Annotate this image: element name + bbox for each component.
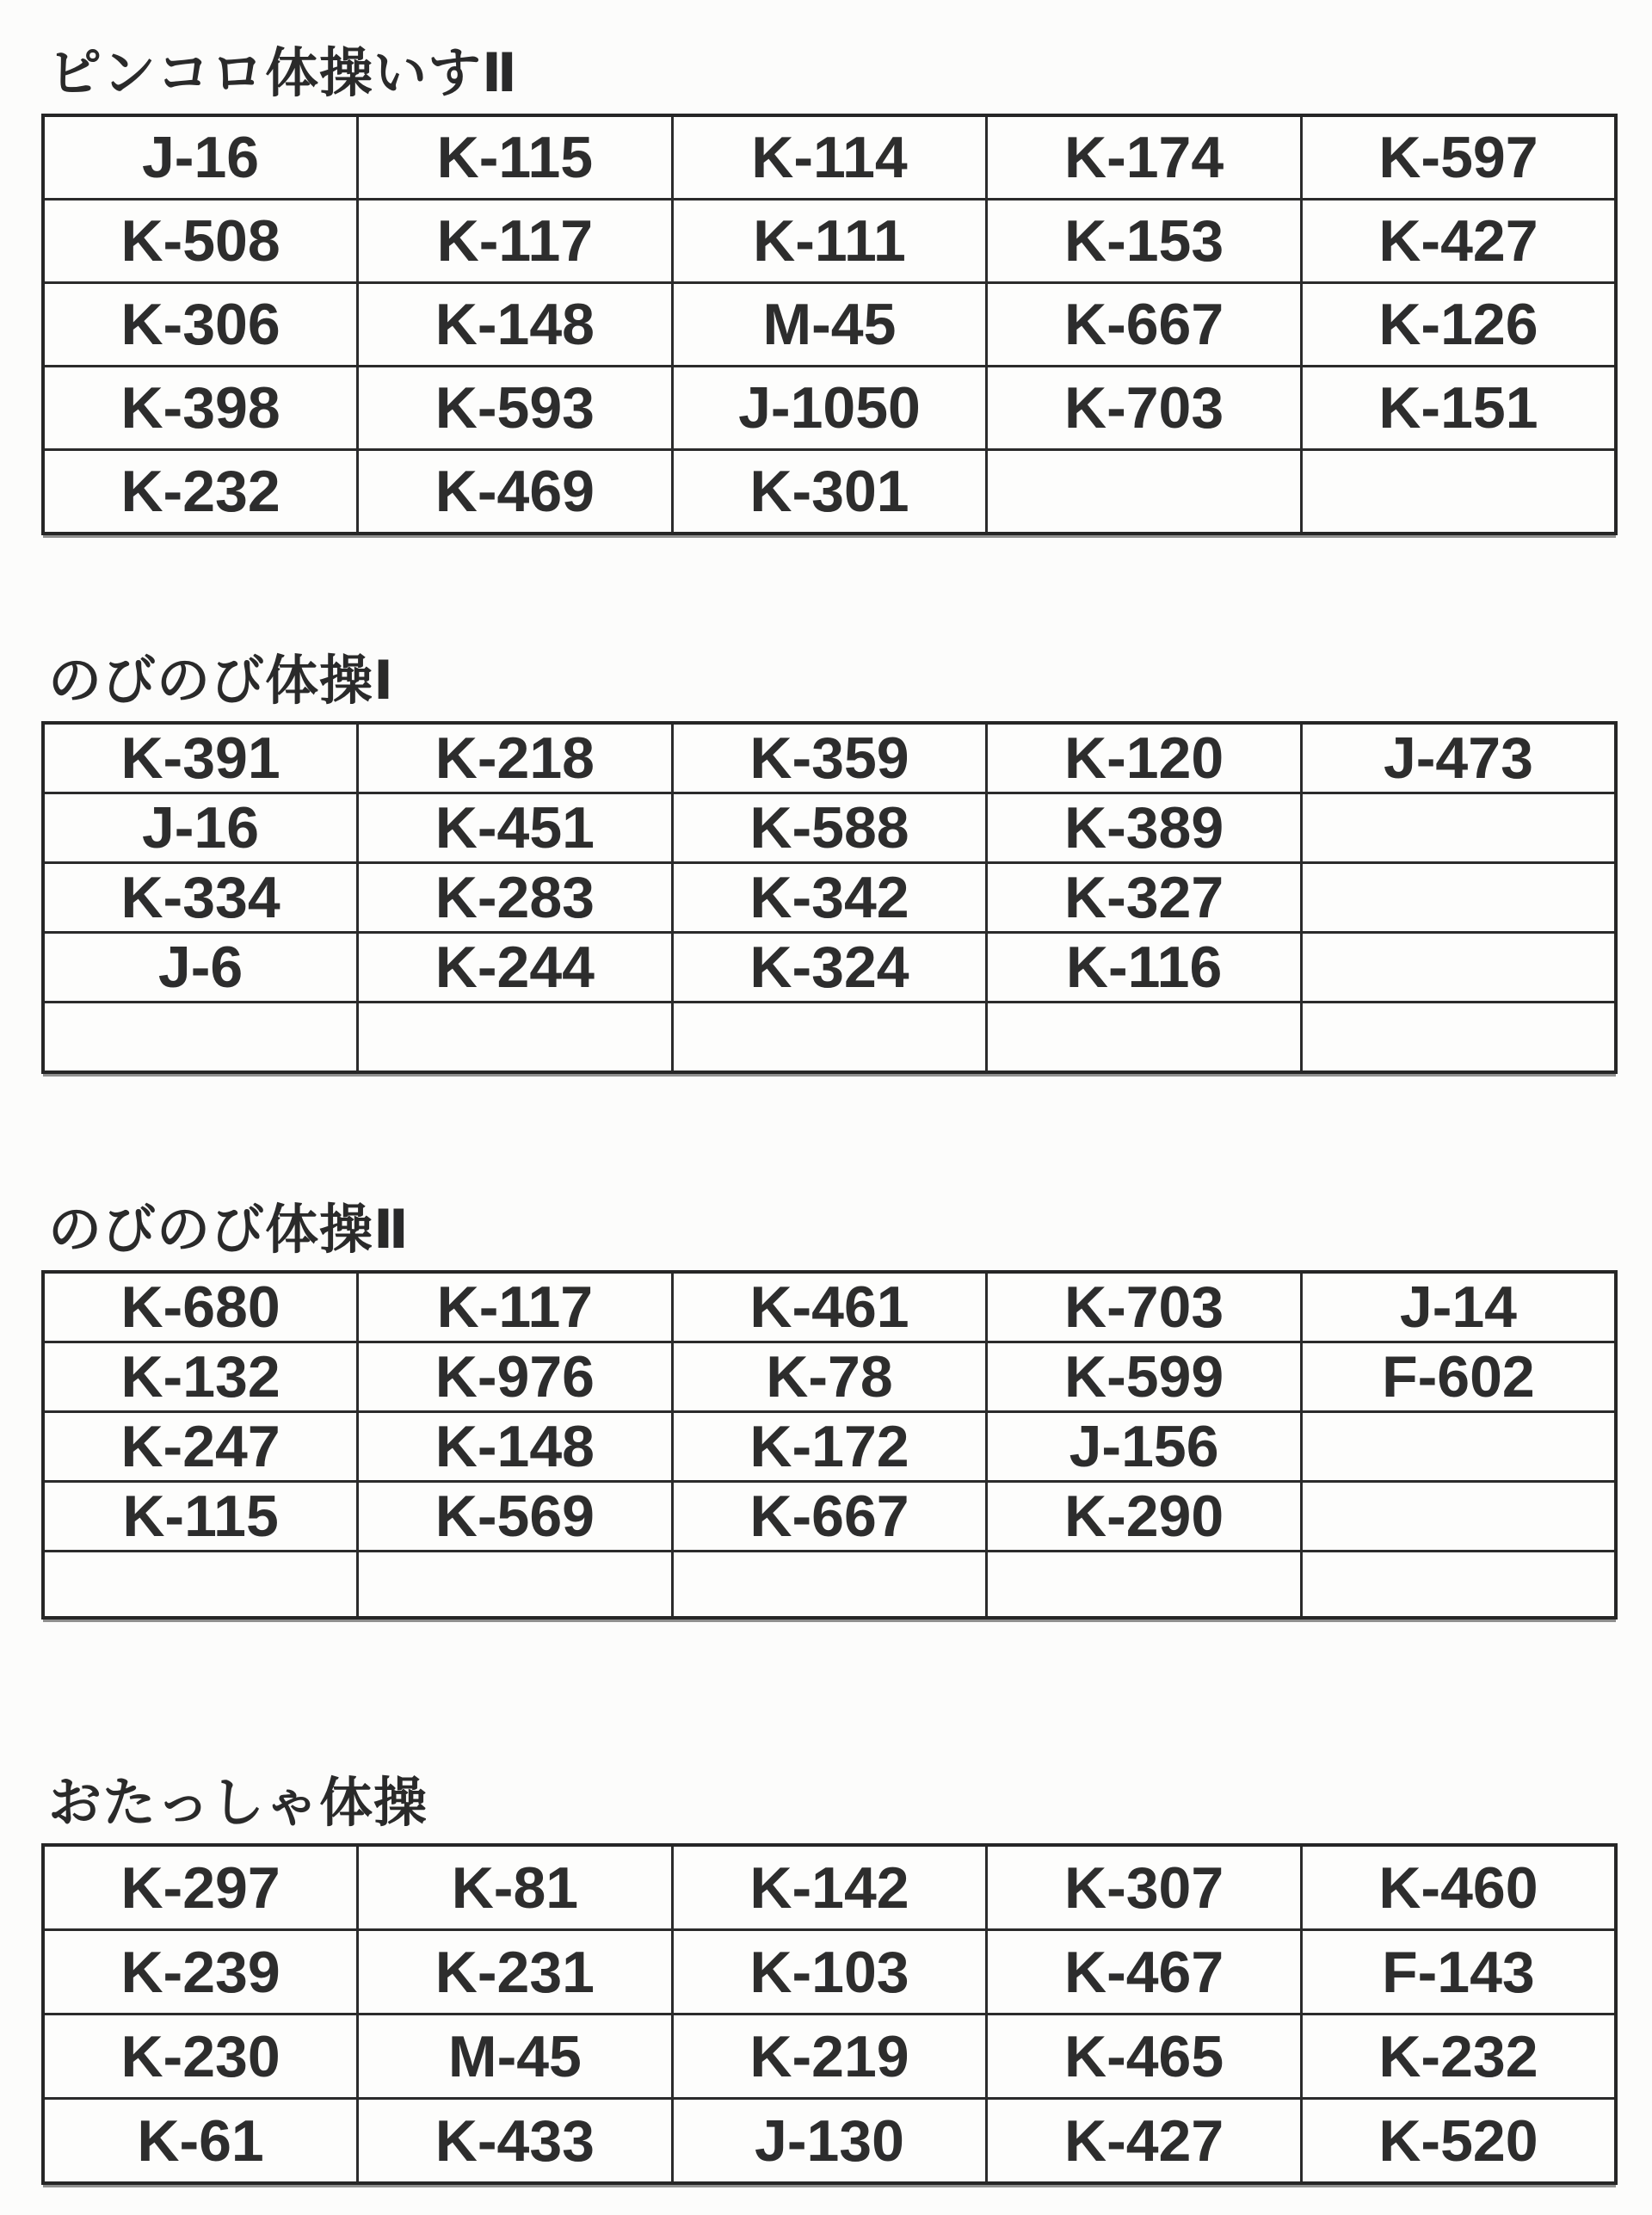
code-cell: J-473 <box>1301 723 1616 793</box>
code-cell: J-16 <box>43 115 358 200</box>
section-title: おたっしゃ体操 <box>48 1771 428 1834</box>
empty-cell <box>672 1003 987 1073</box>
table-row <box>43 450 1616 534</box>
code-cell: K-398 <box>43 367 358 450</box>
exercise-section <box>41 649 1618 1074</box>
code-cell: K-244 <box>358 933 673 1003</box>
empty-cell <box>987 1552 1302 1619</box>
exercise-section <box>41 1771 1618 2185</box>
code-cell: K-703 <box>987 1272 1302 1342</box>
code-cell: K-520 <box>1301 2099 1616 2184</box>
table-row <box>43 1003 1616 1073</box>
code-cell: M-45 <box>358 2014 673 2099</box>
table-row <box>43 1930 1616 2014</box>
code-table <box>41 721 1618 1074</box>
code-cell: K-461 <box>672 1272 987 1342</box>
code-cell: J-156 <box>987 1412 1302 1482</box>
code-cell: K-342 <box>672 863 987 933</box>
code-cell: K-115 <box>358 115 673 200</box>
code-cell: K-148 <box>358 1412 673 1482</box>
table-row <box>43 793 1616 863</box>
code-cell: K-239 <box>43 1930 358 2014</box>
empty-cell <box>672 1552 987 1619</box>
table-row <box>43 2099 1616 2184</box>
code-cell: K-115 <box>43 1482 358 1552</box>
table-row <box>43 1342 1616 1412</box>
empty-cell <box>358 1552 673 1619</box>
code-cell: K-117 <box>358 1272 673 1342</box>
empty-cell <box>1301 450 1616 534</box>
code-cell: K-151 <box>1301 367 1616 450</box>
code-cell: K-327 <box>987 863 1302 933</box>
code-cell: K-247 <box>43 1412 358 1482</box>
code-cell: K-232 <box>43 450 358 534</box>
code-cell: K-142 <box>672 1845 987 1930</box>
table-row <box>43 1482 1616 1552</box>
empty-cell <box>1301 1482 1616 1552</box>
code-cell: K-427 <box>987 2099 1302 2184</box>
code-table <box>41 1843 1618 2185</box>
table-row <box>43 1552 1616 1619</box>
code-cell: K-588 <box>672 793 987 863</box>
code-cell: F-143 <box>1301 1930 1616 2014</box>
code-cell: K-290 <box>987 1482 1302 1552</box>
empty-cell <box>43 1003 358 1073</box>
code-cell: K-148 <box>358 283 673 367</box>
table-row <box>43 283 1616 367</box>
code-cell: K-232 <box>1301 2014 1616 2099</box>
code-cell: J-130 <box>672 2099 987 2184</box>
section-title: のびのび体操Ⅰ <box>48 649 395 712</box>
table-row <box>43 1845 1616 1930</box>
code-cell: K-667 <box>672 1482 987 1552</box>
code-cell: K-433 <box>358 2099 673 2184</box>
code-cell: K-81 <box>358 1845 673 1930</box>
code-cell: K-391 <box>43 723 358 793</box>
code-cell: K-597 <box>1301 115 1616 200</box>
code-cell: K-508 <box>43 200 358 283</box>
code-cell: K-467 <box>987 1930 1302 2014</box>
code-cell: K-172 <box>672 1412 987 1482</box>
code-cell: K-61 <box>43 2099 358 2184</box>
table-row <box>43 115 1616 200</box>
code-cell: K-593 <box>358 367 673 450</box>
table-row <box>43 2014 1616 2099</box>
code-cell: K-976 <box>358 1342 673 1412</box>
empty-cell <box>1301 933 1616 1003</box>
empty-cell <box>1301 793 1616 863</box>
code-cell: K-703 <box>987 367 1302 450</box>
code-cell: K-116 <box>987 933 1302 1003</box>
code-cell: K-126 <box>1301 283 1616 367</box>
code-cell: K-599 <box>987 1342 1302 1412</box>
code-cell: K-132 <box>43 1342 358 1412</box>
code-cell: K-111 <box>672 200 987 283</box>
code-cell: F-602 <box>1301 1342 1616 1412</box>
code-cell: K-569 <box>358 1482 673 1552</box>
code-cell: K-306 <box>43 283 358 367</box>
code-cell: K-78 <box>672 1342 987 1412</box>
code-table <box>41 1270 1618 1620</box>
table-row <box>43 1272 1616 1342</box>
table-row <box>43 723 1616 793</box>
section-title: ピンコロ体操いすⅡ <box>48 41 518 104</box>
code-cell: K-324 <box>672 933 987 1003</box>
code-cell: K-359 <box>672 723 987 793</box>
empty-cell <box>43 1552 358 1619</box>
code-cell: K-301 <box>672 450 987 534</box>
code-cell: K-283 <box>358 863 673 933</box>
section-title: のびのび体操Ⅱ <box>48 1198 410 1261</box>
code-cell: K-680 <box>43 1272 358 1342</box>
empty-cell <box>987 1003 1302 1073</box>
code-cell: K-451 <box>358 793 673 863</box>
code-cell: M-45 <box>672 283 987 367</box>
code-cell: K-219 <box>672 2014 987 2099</box>
table-row <box>43 1412 1616 1482</box>
exercise-section <box>41 41 1618 535</box>
code-cell: K-174 <box>987 115 1302 200</box>
code-cell: K-334 <box>43 863 358 933</box>
exercise-section <box>41 1198 1618 1620</box>
code-cell: K-667 <box>987 283 1302 367</box>
code-cell: K-231 <box>358 1930 673 2014</box>
code-cell: K-218 <box>358 723 673 793</box>
code-cell: K-230 <box>43 2014 358 2099</box>
code-cell: J-14 <box>1301 1272 1616 1342</box>
code-cell: K-460 <box>1301 1845 1616 1930</box>
code-cell: K-307 <box>987 1845 1302 1930</box>
code-cell: K-153 <box>987 200 1302 283</box>
code-cell: K-120 <box>987 723 1302 793</box>
code-cell: K-103 <box>672 1930 987 2014</box>
code-cell: J-16 <box>43 793 358 863</box>
code-cell: K-465 <box>987 2014 1302 2099</box>
code-cell: J-6 <box>43 933 358 1003</box>
empty-cell <box>1301 1552 1616 1619</box>
code-table <box>41 114 1618 535</box>
table-row <box>43 367 1616 450</box>
empty-cell <box>358 1003 673 1073</box>
code-cell: K-117 <box>358 200 673 283</box>
code-cell: J-1050 <box>672 367 987 450</box>
code-cell: K-114 <box>672 115 987 200</box>
code-cell: K-427 <box>1301 200 1616 283</box>
code-cell: K-469 <box>358 450 673 534</box>
empty-cell <box>1301 1412 1616 1482</box>
table-row <box>43 200 1616 283</box>
code-cell: K-389 <box>987 793 1302 863</box>
table-row <box>43 933 1616 1003</box>
empty-cell <box>1301 863 1616 933</box>
code-cell: K-297 <box>43 1845 358 1930</box>
empty-cell <box>987 450 1302 534</box>
empty-cell <box>1301 1003 1616 1073</box>
table-row <box>43 863 1616 933</box>
